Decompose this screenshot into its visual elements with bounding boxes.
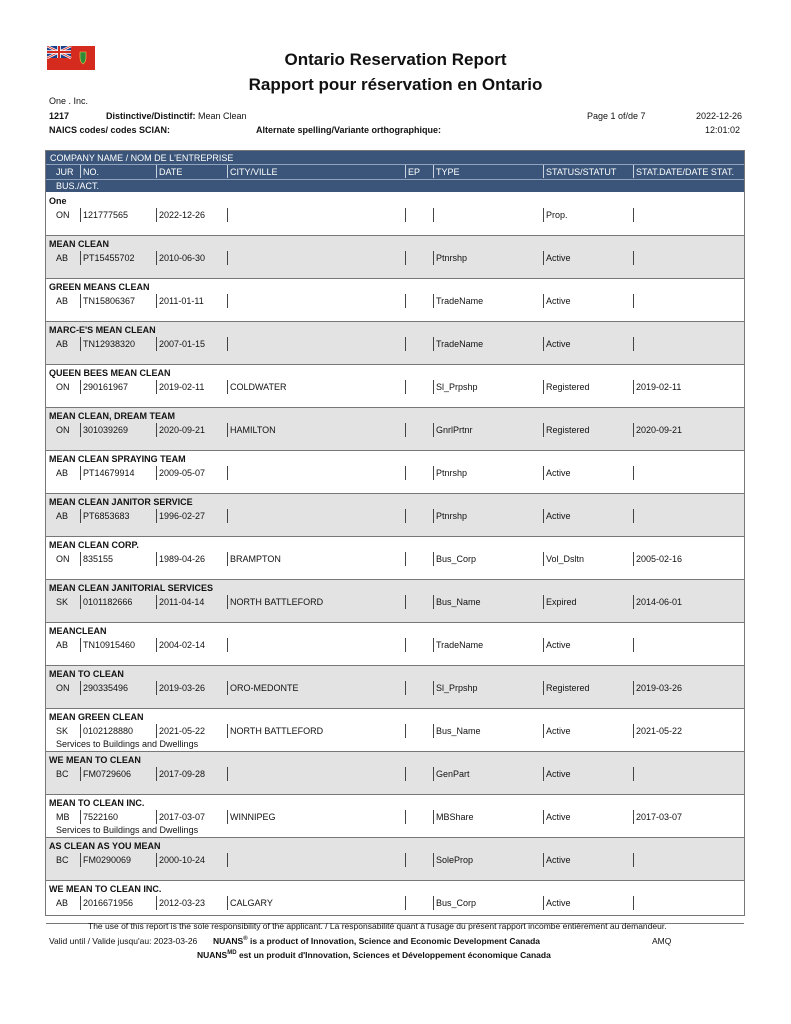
column-separator: [156, 509, 157, 523]
cell-jur: BC: [56, 855, 69, 865]
column-separator: [80, 466, 81, 480]
column-separator: [433, 681, 434, 695]
cell-status: Active: [546, 769, 571, 779]
table-row: [46, 795, 744, 838]
column-separator: [543, 896, 544, 910]
column-separator: [227, 767, 228, 781]
table-row: [46, 494, 744, 537]
cell-jur: ON: [56, 382, 70, 392]
column-separator: [227, 681, 228, 695]
cell-jur: BC: [56, 769, 69, 779]
cell-type: GnrlPrtnr: [436, 425, 473, 435]
column-separator: [433, 337, 434, 351]
column-separator: [156, 337, 157, 351]
nuans-fr-prefix: NUANS: [197, 950, 228, 960]
column-separator: [405, 638, 406, 652]
company-name: MEAN CLEAN JANITOR SERVICE: [49, 497, 193, 507]
column-separator: [543, 724, 544, 738]
cell-city: WINNIPEG: [230, 812, 276, 822]
column-separator: [80, 294, 81, 308]
header-no: NO.: [83, 167, 100, 177]
column-separator: [543, 767, 544, 781]
cell-jur: AB: [56, 898, 69, 908]
column-separator: [433, 810, 434, 824]
cell-no: 121777565: [83, 210, 129, 220]
disclaimer: The use of this report is the sole responsibility of the applicant. / La responsabilité quant à l'usage du présent rapport incombe entièrement au demandeur.: [88, 921, 667, 931]
company-name: MEANCLEAN: [49, 626, 107, 636]
cell-city: ORO-MEDONTE: [230, 683, 299, 693]
company-name: MEAN CLEAN SPRAYING TEAM: [49, 454, 186, 464]
column-separator: [633, 208, 634, 222]
report-time: 12:01:02: [705, 125, 741, 135]
table-row: [46, 580, 744, 623]
header-stat-date: STAT.DATE/DATE STAT.: [636, 167, 735, 177]
table-row: [46, 838, 744, 881]
report-title-en: Ontario Reservation Report: [284, 50, 507, 69]
cell-jur: AB: [56, 253, 69, 263]
column-separator: [405, 423, 406, 437]
company-name: One: [49, 196, 67, 206]
company-name: WE MEAN TO CLEAN INC.: [49, 884, 162, 894]
cell-status: Active: [546, 640, 571, 650]
column-separator: [156, 380, 157, 394]
column-separator: [405, 466, 406, 480]
cell-date: 2007-01-15: [159, 339, 206, 349]
column-separator: [433, 552, 434, 566]
business-activity: Services to Buildings and Dwellings: [56, 739, 199, 749]
cell-no: 0101182666: [83, 597, 133, 607]
column-separator: [405, 810, 406, 824]
table-row: [46, 752, 744, 795]
table-row: [46, 279, 744, 322]
column-separator: [80, 509, 81, 523]
column-separator: [433, 767, 434, 781]
column-separator: [80, 896, 81, 910]
cell-stat-date: 2014-06-01: [636, 597, 683, 607]
cell-jur: SK: [56, 726, 69, 736]
cell-jur: ON: [56, 683, 70, 693]
cell-jur: MB: [56, 812, 70, 822]
column-separator: [156, 552, 157, 566]
column-separator: [543, 638, 544, 652]
naics-label: NAICS codes/ codes SCIAN:: [49, 125, 171, 135]
column-separator: [633, 810, 634, 824]
company-name: MEAN CLEAN, DREAM TEAM: [49, 411, 175, 421]
column-separator: [80, 552, 81, 566]
cell-status: Active: [546, 339, 571, 349]
column-separator: [633, 552, 634, 566]
column-separator: [227, 466, 228, 480]
cell-type: Bus_Corp: [436, 898, 477, 908]
column-separator: [227, 423, 228, 437]
column-separator: [633, 466, 634, 480]
column-separator: [405, 853, 406, 867]
cell-no: 301039269: [83, 425, 129, 435]
column-separator: [543, 509, 544, 523]
column-separator: [543, 552, 544, 566]
column-separator: [227, 251, 228, 265]
cell-city: HAMILTON: [230, 425, 276, 435]
header-jur: JUR: [56, 167, 74, 177]
proposed-name: One . Inc.: [49, 96, 89, 106]
nuans-en-sup: ®: [243, 936, 248, 943]
cell-type: Sl_Prpshp: [436, 382, 478, 392]
column-separator: [543, 337, 544, 351]
column-separator: [543, 208, 544, 222]
column-separator: [227, 724, 228, 738]
column-separator: [633, 896, 634, 910]
cell-city: CALGARY: [230, 898, 273, 908]
results-table: [45, 150, 745, 916]
cell-no: 0102128880: [83, 726, 134, 736]
column-separator: [80, 681, 81, 695]
column-separator: [156, 294, 157, 308]
cell-stat-date: 2019-03-26: [636, 683, 683, 693]
cell-city: NORTH BATTLEFORD: [230, 597, 324, 607]
cell-date: 2021-05-22: [159, 726, 206, 736]
cell-no: FM0290069: [83, 855, 132, 865]
column-separator: [405, 681, 406, 695]
valid-until: Valid until / Valide jusqu'au: 2023-03-26: [49, 936, 198, 946]
cell-no: TN12938320: [83, 339, 136, 349]
nuans-statement-en: [213, 936, 540, 946]
column-separator: [80, 251, 81, 265]
header-company: COMPANY NAME / NOM DE L'ENTREPRISE: [50, 153, 234, 163]
company-name: MEAN TO CLEAN: [49, 669, 124, 679]
cell-type: TradeName: [436, 296, 484, 306]
column-separator: [156, 810, 157, 824]
nuans-fr-rest: est un produit d'Innovation, Sciences et Développement économique Canada: [236, 950, 551, 960]
cell-status: Active: [546, 726, 571, 736]
table-row: [46, 451, 744, 494]
column-separator: [80, 767, 81, 781]
cell-city: COLDWATER: [230, 382, 287, 392]
company-name: MEAN CLEAN CORP.: [49, 540, 139, 550]
company-name: MEAN CLEAN: [49, 239, 109, 249]
column-separator: [80, 638, 81, 652]
column-separator: [227, 294, 228, 308]
cell-type: Bus_Name: [436, 597, 481, 607]
cell-date: 2017-03-07: [159, 812, 206, 822]
cell-date: 2012-03-23: [159, 898, 206, 908]
column-separator: [433, 638, 434, 652]
column-separator: [543, 595, 544, 609]
column-separator: [543, 853, 544, 867]
cell-status: Active: [546, 253, 571, 263]
column-separator: [156, 638, 157, 652]
company-name: WE MEAN TO CLEAN: [49, 755, 141, 765]
report-title-fr: Rapport pour réservation en Ontario: [248, 75, 543, 94]
column-separator: [405, 595, 406, 609]
column-separator: [405, 380, 406, 394]
cell-type: Ptnrshp: [436, 468, 468, 478]
header-status: STATUS/STATUT: [546, 167, 617, 177]
company-name: AS CLEAN AS YOU MEAN: [49, 841, 161, 851]
table-row: [46, 709, 744, 752]
cell-date: 2004-02-14: [159, 640, 206, 650]
column-separator: [156, 681, 157, 695]
column-separator: [227, 380, 228, 394]
column-separator: [227, 509, 228, 523]
column-separator: [405, 208, 406, 222]
column-separator: [156, 595, 157, 609]
cell-jur: AB: [56, 339, 69, 349]
column-separator: [405, 294, 406, 308]
column-separator: [633, 595, 634, 609]
column-separator: [227, 595, 228, 609]
column-separator: [156, 423, 157, 437]
header-date: DATE: [159, 167, 183, 177]
cell-no: PT15455702: [83, 253, 135, 263]
column-separator: [433, 294, 434, 308]
cell-no: 290161967: [83, 382, 129, 392]
cell-type: Ptnrshp: [436, 253, 468, 263]
cell-status: Registered: [546, 382, 590, 392]
cell-status: Registered: [546, 683, 590, 693]
cell-no: PT6853683: [83, 511, 130, 521]
header-bus-act: BUS./ACT.: [56, 181, 100, 191]
column-separator: [633, 681, 634, 695]
cell-status: Expired: [546, 597, 577, 607]
table-header: [46, 151, 744, 192]
cell-jur: ON: [56, 210, 70, 220]
alternate-spelling-label: Alternate spelling/Variante orthographique:: [256, 125, 442, 135]
cell-no: TN10915460: [83, 640, 136, 650]
column-separator: [543, 810, 544, 824]
cell-date: 2019-03-26: [159, 683, 206, 693]
column-separator: [543, 251, 544, 265]
column-separator: [80, 337, 81, 351]
column-separator: [433, 509, 434, 523]
column-separator: [156, 466, 157, 480]
column-separator: [543, 466, 544, 480]
cell-status: Registered: [546, 425, 590, 435]
cell-city: NORTH BATTLEFORD: [230, 726, 324, 736]
column-separator: [405, 552, 406, 566]
cell-type: GenPart: [436, 769, 470, 779]
cell-type: SoleProp: [436, 855, 474, 865]
cell-jur: AB: [56, 468, 69, 478]
table-row: [46, 236, 744, 279]
column-separator: [405, 509, 406, 523]
column-separator: [633, 509, 634, 523]
cell-date: 2010-06-30: [159, 253, 206, 263]
column-separator: [227, 552, 228, 566]
cell-type: Bus_Corp: [436, 554, 477, 564]
cell-status: Active: [546, 296, 571, 306]
column-separator: [633, 294, 634, 308]
cell-stat-date: 2017-03-07: [636, 812, 683, 822]
company-name: QUEEN BEES MEAN CLEAN: [49, 368, 171, 378]
column-separator: [633, 423, 634, 437]
table-row: [46, 408, 744, 451]
column-separator: [156, 724, 157, 738]
column-separator: [633, 724, 634, 738]
column-separator: [156, 896, 157, 910]
cell-no: 7522160: [83, 812, 119, 822]
column-separator: [227, 896, 228, 910]
column-separator: [633, 380, 634, 394]
column-separator: [405, 337, 406, 351]
table-row: [46, 365, 744, 408]
nuans-en-prefix: NUANS: [213, 936, 244, 946]
column-separator: [227, 810, 228, 824]
nuans-statement-fr: [197, 950, 551, 960]
business-activity: Services to Buildings and Dwellings: [56, 825, 199, 835]
distinctive-label: Distinctive/Distinctif:: [106, 111, 196, 121]
column-separator: [633, 767, 634, 781]
column-separator: [405, 251, 406, 265]
table-row: [46, 666, 744, 709]
cell-status: Active: [546, 812, 571, 822]
cell-date: 2020-09-21: [159, 425, 206, 435]
column-separator: [633, 337, 634, 351]
column-separator: [433, 208, 434, 222]
cell-jur: ON: [56, 554, 70, 564]
column-separator: [543, 423, 544, 437]
cell-type: TradeName: [436, 339, 484, 349]
column-separator: [80, 810, 81, 824]
distinctive-value: Mean Clean: [198, 111, 247, 121]
distinctive-field: [106, 111, 247, 121]
cell-no: 835155: [83, 554, 114, 564]
column-separator: [80, 853, 81, 867]
cell-no: 2016671956: [83, 898, 134, 908]
cell-status: Active: [546, 855, 571, 865]
table-row: [46, 881, 744, 924]
column-separator: [633, 853, 634, 867]
table-row: [46, 193, 744, 236]
column-separator: [80, 724, 81, 738]
cell-jur: ON: [56, 425, 70, 435]
column-separator: [433, 423, 434, 437]
cell-type: Bus_Name: [436, 726, 481, 736]
page-indicator: Page 1 of/de 7: [587, 111, 646, 121]
cell-type: Sl_Prpshp: [436, 683, 478, 693]
cell-date: 2011-04-14: [159, 597, 205, 607]
cell-no: TN15806367: [83, 296, 136, 306]
cell-status: Vol_Dsltn: [546, 554, 585, 564]
column-separator: [156, 251, 157, 265]
column-separator: [433, 724, 434, 738]
cell-city: BRAMPTON: [230, 554, 281, 564]
cell-date: 2022-12-26: [159, 210, 206, 220]
cell-date: 1989-04-26: [159, 554, 206, 564]
column-separator: [405, 896, 406, 910]
column-separator: [433, 896, 434, 910]
company-name: GREEN MEANS CLEAN: [49, 282, 150, 292]
cell-jur: AB: [56, 640, 69, 650]
cell-status: Active: [546, 511, 571, 521]
company-name: MEAN GREEN CLEAN: [49, 712, 144, 722]
nuans-en-rest: is a product of Innovation, Science and Economic Development Canada: [247, 936, 541, 946]
column-separator: [156, 767, 157, 781]
column-separator: [433, 251, 434, 265]
company-name: MEAN TO CLEAN INC.: [49, 798, 145, 808]
cell-jur: AB: [56, 511, 69, 521]
column-separator: [80, 595, 81, 609]
column-separator: [405, 724, 406, 738]
column-separator: [433, 595, 434, 609]
column-separator: [227, 337, 228, 351]
amq-label: AMQ: [652, 936, 672, 946]
column-separator: [433, 380, 434, 394]
column-separator: [227, 638, 228, 652]
company-name: MEAN CLEAN JANITORIAL SERVICES: [49, 583, 214, 593]
cell-date: 1996-02-27: [159, 511, 206, 521]
company-name: MARC-E'S MEAN CLEAN: [49, 325, 156, 335]
cell-no: 290335496: [83, 683, 129, 693]
column-separator: [433, 466, 434, 480]
cell-status: Prop.: [546, 210, 568, 220]
cell-status: Active: [546, 898, 571, 908]
cell-date: 2009-05-07: [159, 468, 206, 478]
column-separator: [156, 208, 157, 222]
header-city: CITY/VILLE: [230, 167, 278, 177]
header-type: TYPE: [436, 167, 460, 177]
cell-no: FM0729606: [83, 769, 132, 779]
cell-type: TradeName: [436, 640, 484, 650]
column-separator: [633, 638, 634, 652]
column-separator: [633, 251, 634, 265]
cell-stat-date: 2021-05-22: [636, 726, 683, 736]
reference-number: 1217: [49, 111, 70, 121]
column-separator: [543, 380, 544, 394]
cell-stat-date: 2019-02-11: [636, 382, 682, 392]
table-row: [46, 623, 744, 666]
cell-type: Ptnrshp: [436, 511, 468, 521]
table-row: [46, 537, 744, 580]
column-separator: [227, 208, 228, 222]
column-separator: [80, 380, 81, 394]
cell-no: PT14679914: [83, 468, 135, 478]
cell-date: 2011-01-11: [159, 296, 204, 306]
column-separator: [156, 853, 157, 867]
header-ep: EP: [408, 167, 421, 177]
column-separator: [433, 853, 434, 867]
cell-type: MBShare: [436, 812, 474, 822]
column-separator: [405, 767, 406, 781]
cell-date: 2019-02-11: [159, 382, 205, 392]
column-separator: [227, 853, 228, 867]
cell-date: 2017-09-28: [159, 769, 206, 779]
cell-jur: SK: [56, 597, 69, 607]
cell-jur: AB: [56, 296, 69, 306]
nuans-fr-sup: MD: [227, 950, 237, 957]
column-separator: [543, 294, 544, 308]
cell-status: Active: [546, 468, 571, 478]
table-row: [46, 322, 744, 365]
column-separator: [543, 681, 544, 695]
column-separator: [80, 423, 81, 437]
column-separator: [80, 208, 81, 222]
cell-stat-date: 2005-02-16: [636, 554, 683, 564]
cell-date: 2000-10-24: [159, 855, 206, 865]
cell-stat-date: 2020-09-21: [636, 425, 683, 435]
report-date: 2022-12-26: [696, 111, 743, 121]
